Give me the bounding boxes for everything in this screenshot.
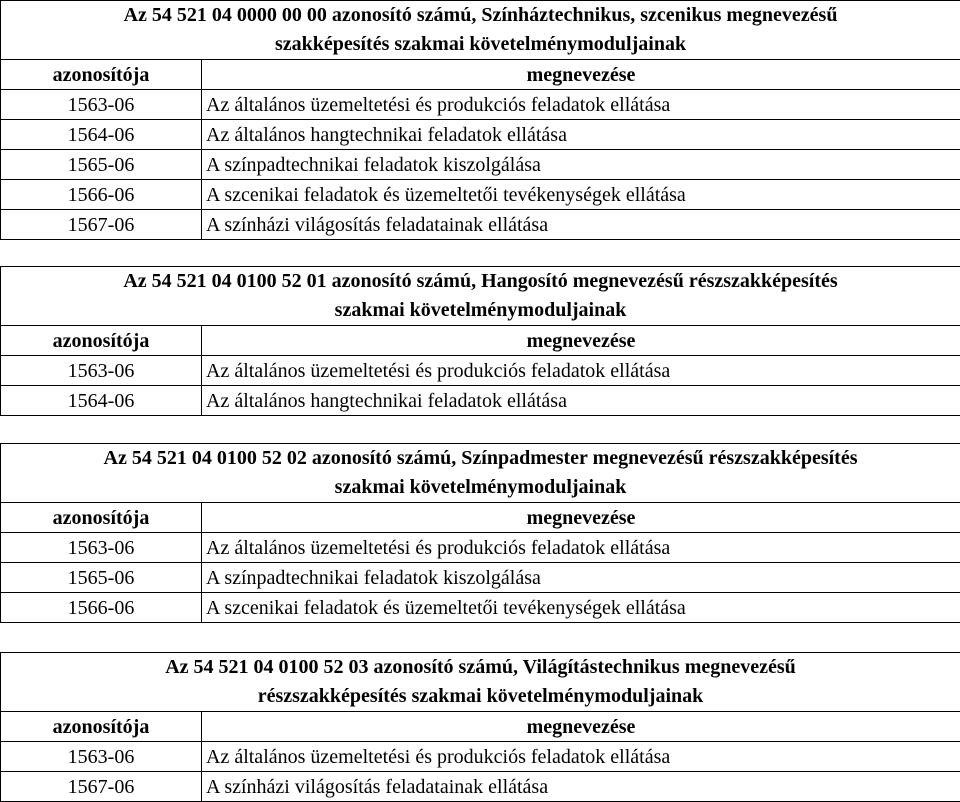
column-header-id: azonosítója — [1, 503, 202, 533]
table-title-line1: Az 54 521 04 0000 00 00 azonosító számú, Színháztechnikus, szcenikus megnevezésű — [5, 1, 956, 30]
column-header-name: megnevezése — [202, 60, 960, 90]
table-title-line1: Az 54 521 04 0100 52 02 azonosító számú, Színpadmester megnevezésű részszakképesítés — [5, 444, 956, 473]
module-name: A színpadtechnikai feladatok kiszolgálása — [202, 563, 960, 593]
table-title — [1, 653, 960, 712]
table-header-row — [1, 326, 960, 356]
module-name: Az általános üzemeltetési és produkciós feladatok ellátása — [202, 533, 960, 563]
module-id: 1563-06 — [1, 742, 202, 772]
module-id: 1564-06 — [1, 386, 202, 416]
module-name: Az általános hangtechnikai feladatok ellátása — [202, 120, 960, 150]
module-name: A szcenikai feladatok és üzemeltetői tevékenységek ellátása — [202, 593, 960, 623]
table-row — [1, 180, 960, 210]
table-row — [1, 593, 960, 623]
column-header-id: azonosítója — [1, 60, 202, 90]
module-table-szinhaztechnikus — [0, 0, 960, 240]
module-id: 1565-06 — [1, 150, 202, 180]
module-id: 1565-06 — [1, 563, 202, 593]
table-row — [1, 563, 960, 593]
module-id: 1563-06 — [1, 90, 202, 120]
table-title-row — [1, 653, 960, 712]
table-row — [1, 742, 960, 772]
module-name: A színházi világosítás feladatainak ellátása — [202, 772, 960, 802]
column-header-name: megnevezése — [202, 326, 960, 356]
module-name: Az általános üzemeltetési és produkciós feladatok ellátása — [202, 90, 960, 120]
table-title-line1: Az 54 521 04 0100 52 03 azonosító számú, Világítástechnikus megnevezésű — [5, 653, 956, 682]
table-title-line2: részszakképesítés szakmai követelménymoduljainak — [5, 682, 956, 711]
module-table-vilagitastechnikus — [0, 652, 960, 802]
module-id: 1566-06 — [1, 180, 202, 210]
table-title — [1, 444, 960, 503]
table-header-row — [1, 712, 960, 742]
table-header-row — [1, 60, 960, 90]
column-header-id: azonosítója — [1, 326, 202, 356]
column-header-name: megnevezése — [202, 503, 960, 533]
table-title-line2: szakmai követelménymoduljainak — [5, 296, 956, 325]
table-row — [1, 90, 960, 120]
table-title-line2: szakmai követelménymoduljainak — [5, 473, 956, 502]
table-header-row — [1, 503, 960, 533]
module-name: Az általános üzemeltetési és produkciós feladatok ellátása — [202, 742, 960, 772]
module-name: A színházi világosítás feladatainak ellátása — [202, 210, 960, 240]
table-title — [1, 1, 960, 60]
table-title-row — [1, 1, 960, 60]
table-row — [1, 386, 960, 416]
table-title-line1: Az 54 521 04 0100 52 01 azonosító számú, Hangosító megnevezésű részszakképesítés — [5, 267, 956, 296]
module-table-szinpadmester — [0, 443, 960, 623]
module-id: 1567-06 — [1, 210, 202, 240]
column-header-name: megnevezése — [202, 712, 960, 742]
module-table-hangosito — [0, 266, 960, 416]
module-name: Az általános hangtechnikai feladatok ellátása — [202, 386, 960, 416]
table-row — [1, 120, 960, 150]
module-id: 1567-06 — [1, 772, 202, 802]
module-name: A színpadtechnikai feladatok kiszolgálása — [202, 150, 960, 180]
table-row — [1, 533, 960, 563]
table-title-row — [1, 267, 960, 326]
table-title-row — [1, 444, 960, 503]
module-id: 1564-06 — [1, 120, 202, 150]
module-id: 1563-06 — [1, 533, 202, 563]
column-header-id: azonosítója — [1, 712, 202, 742]
module-name: A szcenikai feladatok és üzemeltetői tevékenységek ellátása — [202, 180, 960, 210]
module-id: 1566-06 — [1, 593, 202, 623]
module-name: Az általános üzemeltetési és produkciós feladatok ellátása — [202, 356, 960, 386]
table-row — [1, 210, 960, 240]
table-title — [1, 267, 960, 326]
table-title-line2: szakképesítés szakmai követelménymoduljainak — [5, 30, 956, 59]
table-row — [1, 356, 960, 386]
table-row — [1, 772, 960, 802]
table-row — [1, 150, 960, 180]
module-id: 1563-06 — [1, 356, 202, 386]
